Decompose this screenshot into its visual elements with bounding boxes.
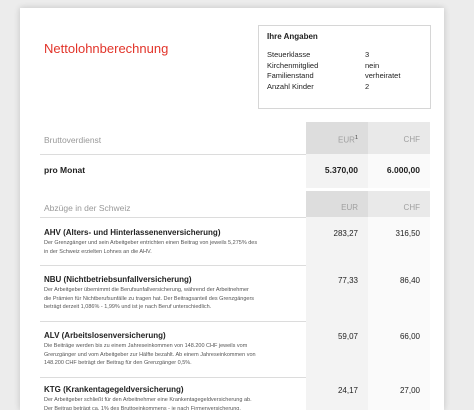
gross-chf-value: 6.000,00	[386, 165, 420, 175]
deductions-eur-body-bg	[306, 217, 368, 410]
deductions-section-label: Abzüge in der Schweiz	[44, 203, 131, 213]
info-value: 2	[365, 81, 370, 91]
deductions-chf-body-bg	[368, 217, 430, 410]
deduction-desc-ktg	[44, 396, 302, 410]
deduction-eur-nbu: 77,33	[337, 276, 358, 285]
info-row-children	[267, 82, 422, 93]
info-value: nein	[365, 60, 380, 70]
info-key: Familienstand	[267, 71, 314, 80]
deduction-desc-nbu	[44, 286, 302, 312]
gross-eur-value: 5.370,00	[324, 165, 358, 175]
info-box-title: Ihre Angaben	[267, 32, 318, 41]
info-key: Anzahl Kinder	[267, 81, 314, 91]
eur-header-text: EUR	[338, 135, 355, 145]
info-row-tax-class	[267, 50, 422, 61]
info-value: 3	[365, 50, 370, 59]
deduction-eur-ahv: 283,27	[333, 229, 358, 238]
deduction-chf-alv: 66,00	[399, 332, 420, 341]
eur-footnote: 1	[354, 135, 358, 141]
desc-line: Der Beitrag beträgt ca. 1% des Bruttoeinkommens - je nach Firmenversicherung.	[44, 405, 241, 410]
desc-line: 148.200 CHF beträgt der Beitrag für den Grenzgänger 0,5%.	[44, 360, 192, 367]
info-key: Steuerklasse	[267, 50, 311, 59]
deduction-label-alv: ALV (Arbeitslosenversicherung)	[44, 331, 166, 340]
gross-chf-header: CHF	[403, 135, 420, 144]
deduction-desc-alv	[44, 342, 302, 368]
deduction-chf-ktg: 27,00	[399, 386, 420, 395]
deductions-chf-header: CHF	[403, 203, 420, 212]
desc-line: die Prämien für Nichtberufsunfälle zu tragen hat. Der Beitragsanteil des Grenzgängers	[44, 295, 255, 302]
desc-line: Die Beiträge werden bis zu einem Jahreseinkommen von 148.200 CHF jeweils vom	[44, 343, 248, 349]
divider	[40, 377, 306, 378]
divider	[40, 265, 306, 266]
deduction-desc-ahv	[44, 239, 302, 256]
divider	[40, 217, 306, 218]
info-row-marital-status	[267, 71, 422, 82]
info-value: verheiratet	[365, 71, 401, 80]
gross-row-label: pro Monat	[44, 165, 86, 175]
info-key: Kirchenmitglied	[267, 60, 319, 70]
deduction-chf-nbu: 86,40	[399, 276, 420, 285]
info-row-church	[267, 61, 422, 72]
deduction-eur-ktg: 24,17	[337, 386, 358, 395]
gross-section-label: Bruttoverdienst	[44, 135, 102, 145]
desc-line: in der Schweiz erzielten Lohnes an die AHV.	[44, 248, 152, 255]
desc-line: Der Arbeitgeber übernimmt die Berufsunfallversicherung, während der Arbeitnehmer	[44, 287, 249, 293]
desc-line: Der Grenzgänger und sein Arbeitgeber entrichten einen Beitrag von jeweils 5,275% des	[44, 240, 258, 246]
deductions-eur-header: EUR	[341, 203, 358, 212]
desc-line: beträgt derzeit 1,086% - 1,99% und ist je nach Beruf unterschiedlich.	[44, 304, 212, 311]
deduction-eur-alv: 59,07	[337, 332, 358, 341]
gross-eur-header	[306, 135, 368, 145]
deduction-label-ahv: AHV (Alters- und Hinterlassenenversicherung)	[44, 228, 221, 237]
page-title: Nettolohnberechnung	[44, 41, 169, 56]
divider	[40, 321, 306, 322]
desc-line: Grenzgänger und vom Arbeitgeber zur Hälfte bezahlt. Ab einem Jahreseinkommen von	[44, 351, 256, 358]
deduction-chf-ahv: 316,50	[395, 229, 420, 238]
desc-line: Der Arbeitgeber schließt für den Arbeitnehmer eine Krankentagegeldversicherung ab.	[44, 397, 252, 403]
result-card	[20, 8, 444, 410]
deduction-label-nbu: NBU (Nichtbetriebsunfallversicherung)	[44, 275, 192, 284]
divider	[40, 154, 306, 155]
deduction-label-ktg: KTG (Krankentagegeldversicherung)	[44, 385, 184, 394]
user-input-summary	[258, 25, 431, 109]
